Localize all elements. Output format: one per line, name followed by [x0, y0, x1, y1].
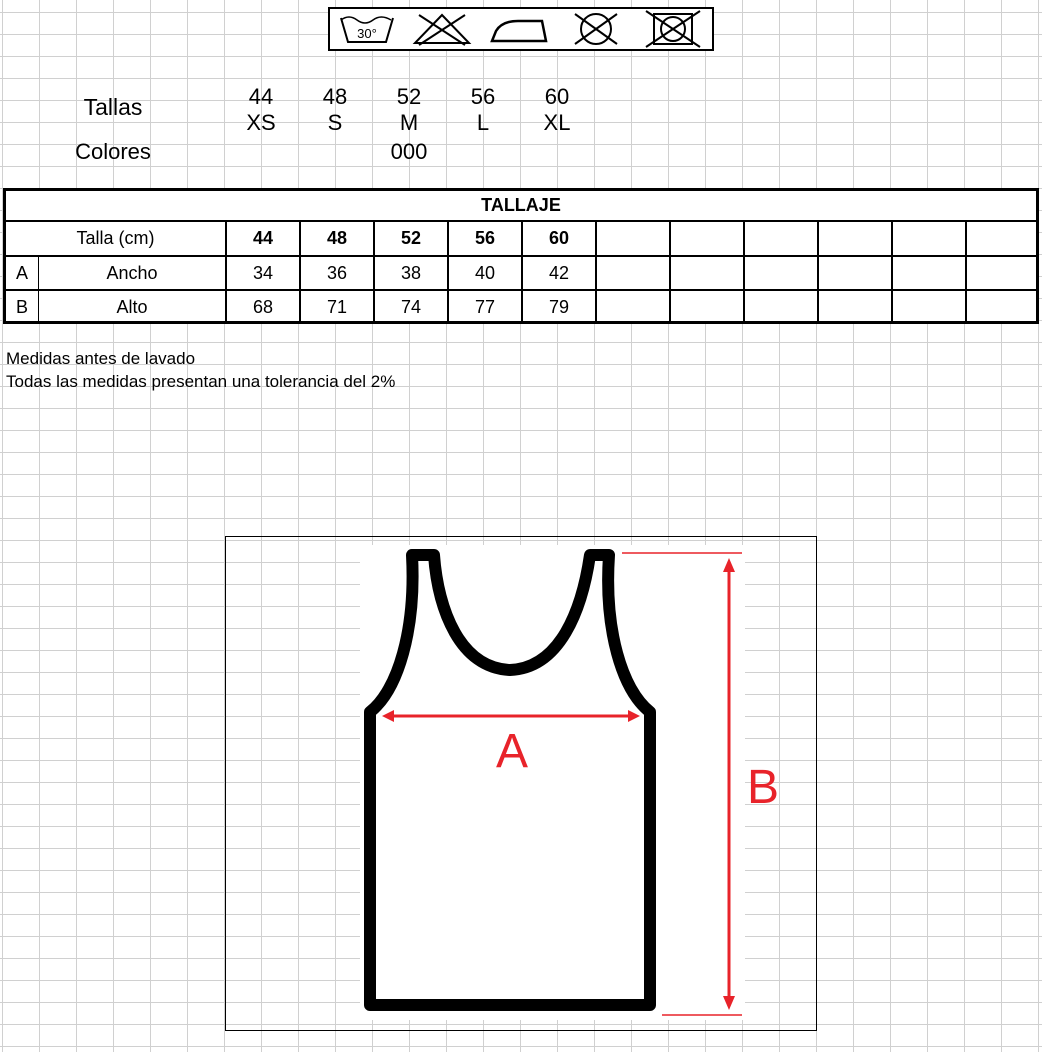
size-number: 60: [544, 84, 570, 109]
size-number: 52: [396, 84, 422, 109]
table-cell: 68: [252, 296, 274, 317]
size-letter: M: [399, 110, 419, 135]
note-before-wash: Medidas antes de lavado: [6, 349, 196, 368]
size-number: 48: [322, 84, 348, 109]
measure-label-b: B: [746, 761, 780, 814]
table-cell: 34: [252, 262, 274, 283]
tallaje-title: TALLAJE: [481, 194, 561, 215]
talla-head-44: 44: [252, 228, 274, 248]
size-letter: XS: [246, 110, 276, 135]
table-cell: 71: [326, 296, 348, 317]
colores-value: 000: [390, 139, 428, 164]
talla-cm-label: Talla (cm): [76, 228, 155, 248]
table-cell: 38: [400, 262, 422, 283]
row-name-alto: Alto: [116, 296, 148, 317]
wash-temp-label: 30°: [356, 26, 377, 41]
table-cell: 74: [400, 296, 422, 317]
row-code-a: A: [15, 262, 28, 283]
table-cell: 42: [548, 262, 570, 283]
note-tolerance: Todas las medidas presentan una tolerancia del 2%: [6, 372, 396, 391]
table-cell: 79: [548, 296, 570, 317]
talla-head-48: 48: [326, 228, 348, 248]
size-letter: XL: [543, 110, 571, 135]
table-cell: 40: [474, 262, 496, 283]
measure-label-a: A: [495, 725, 529, 778]
talla-head-56: 56: [474, 228, 496, 248]
size-number: 44: [248, 84, 274, 109]
talla-head-60: 60: [548, 228, 570, 248]
size-number: 56: [470, 84, 496, 109]
size-letter: S: [327, 110, 343, 135]
table-cell: 77: [474, 296, 496, 317]
row-name-ancho: Ancho: [106, 262, 158, 283]
tallas-label: Tallas: [83, 94, 143, 120]
talla-head-52: 52: [400, 228, 422, 248]
size-letter: L: [476, 110, 490, 135]
colores-label: Colores: [75, 139, 151, 164]
table-cell: 36: [326, 262, 348, 283]
row-code-b: B: [15, 296, 28, 317]
